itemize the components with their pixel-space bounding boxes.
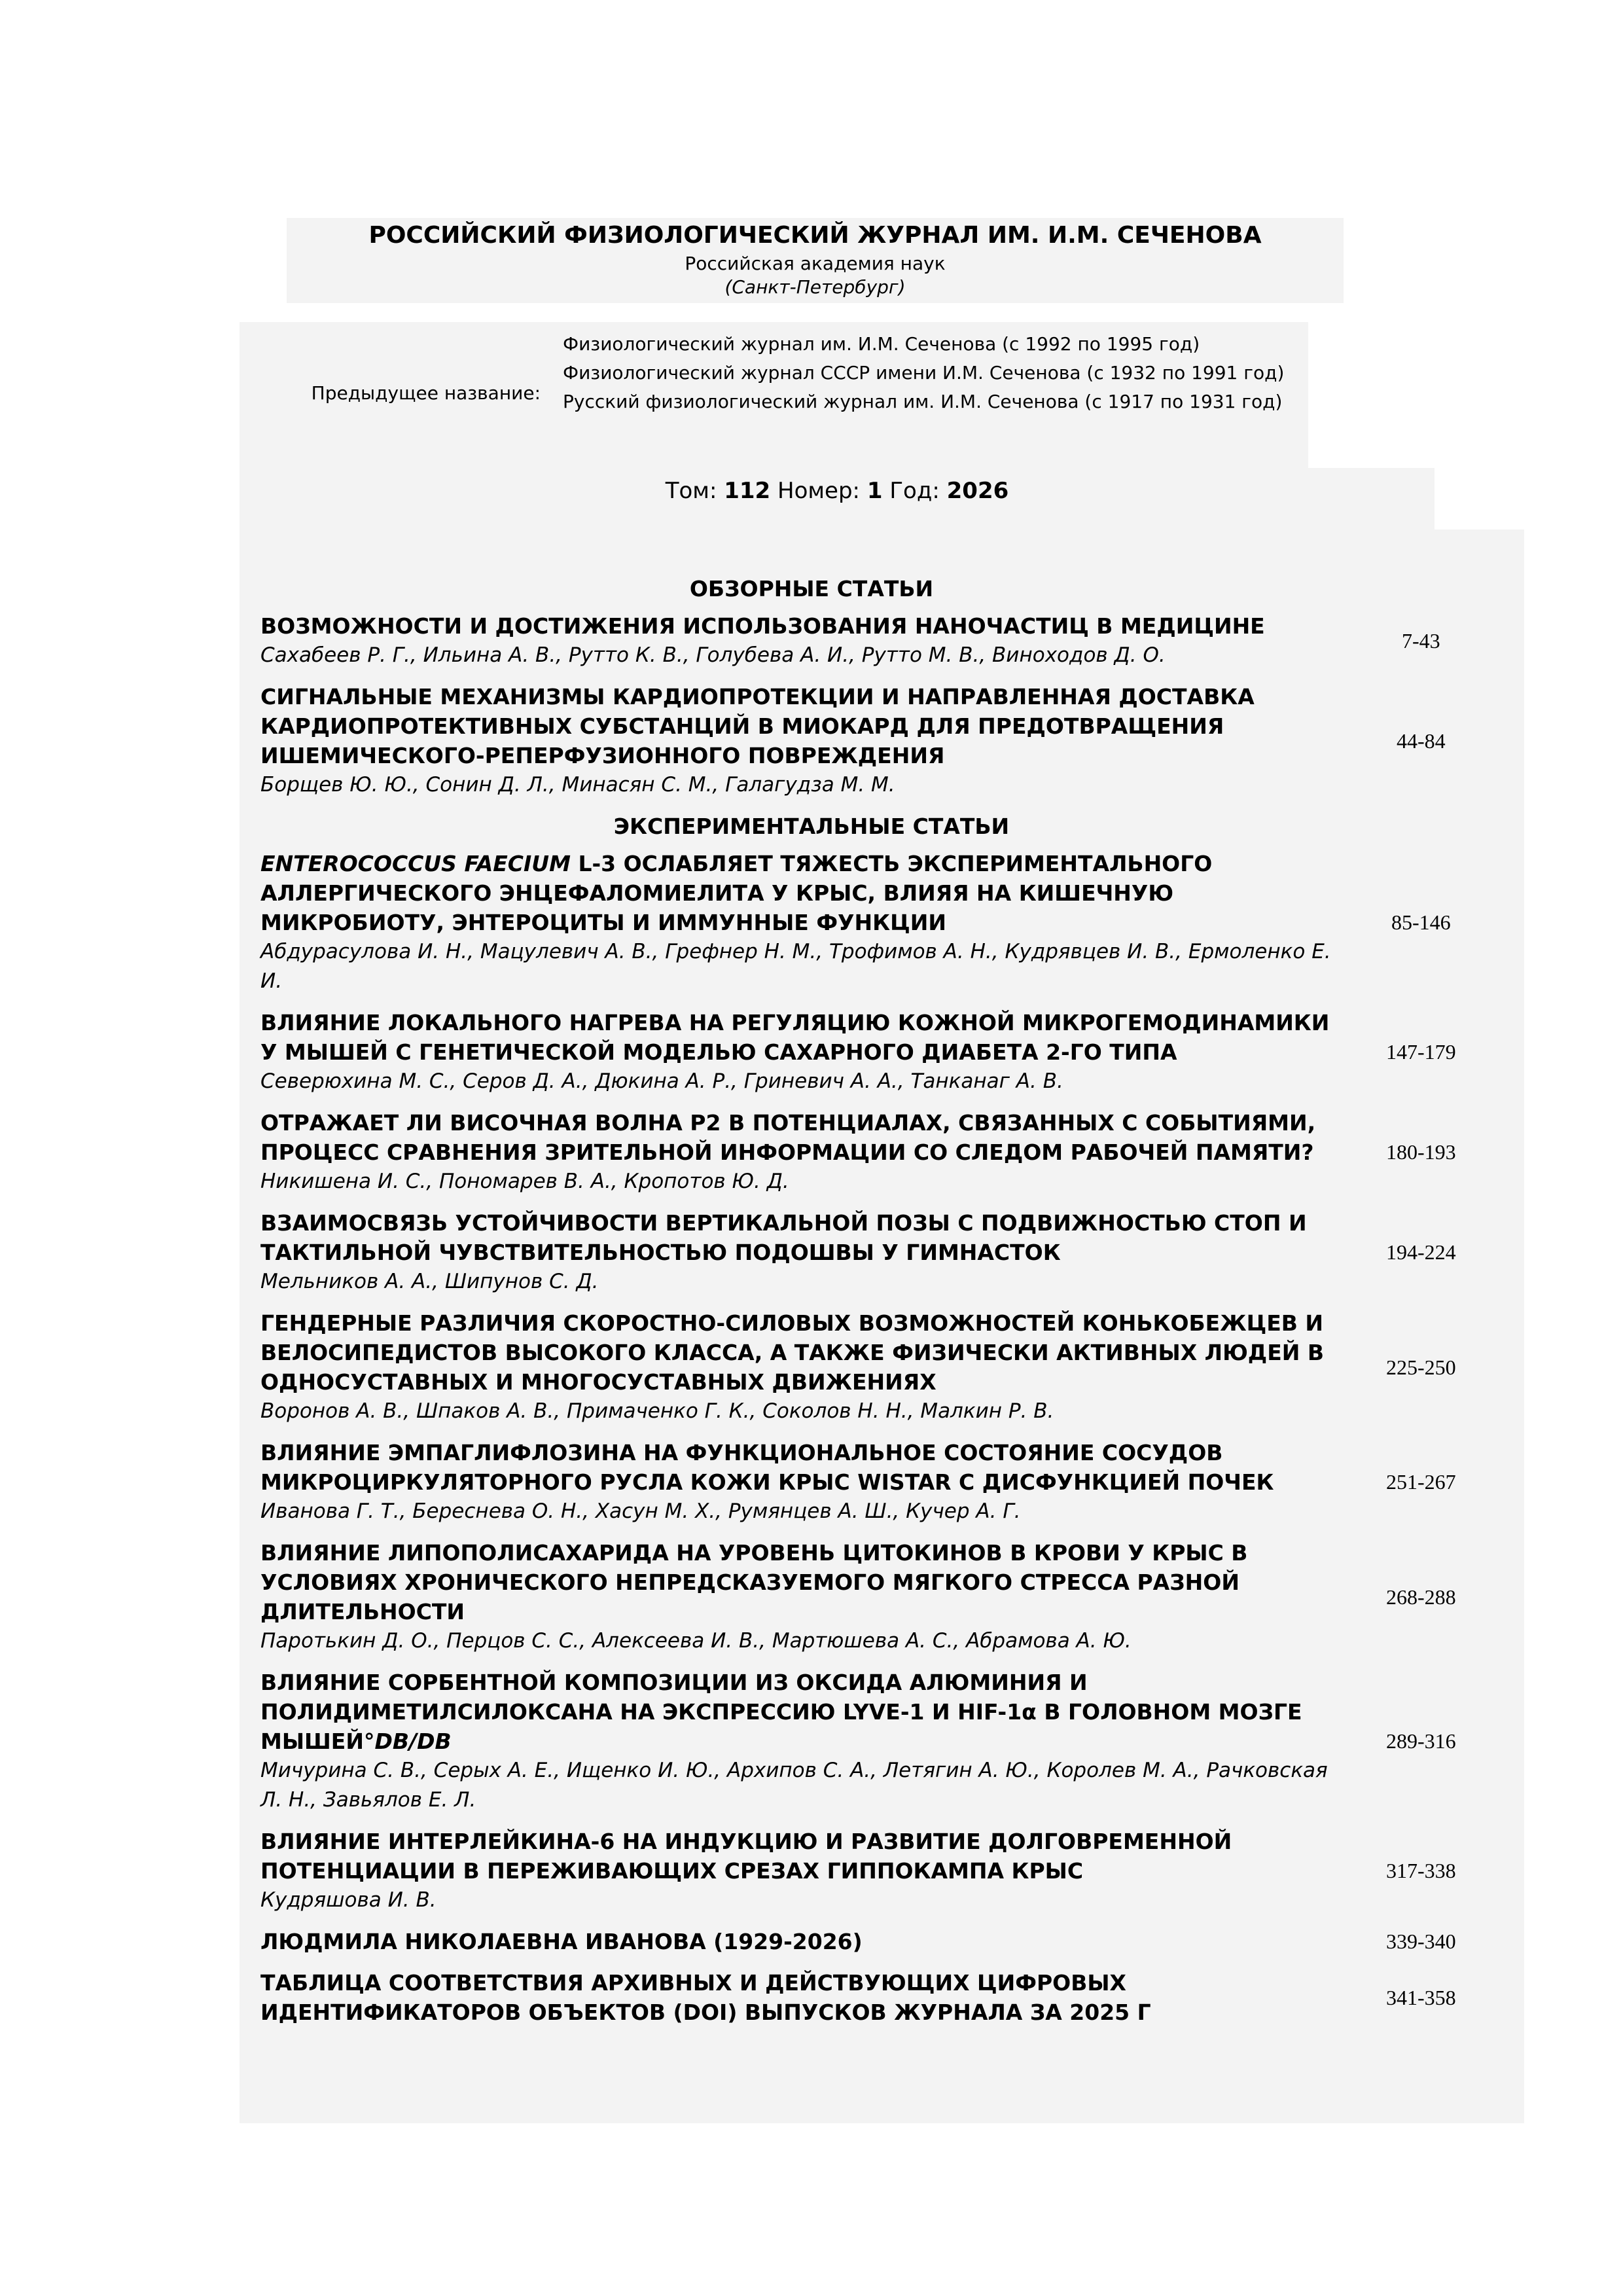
article-pages: 194-224 xyxy=(1386,1240,1456,1264)
article-title: ВЛИЯНИЕ ЛОКАЛЬНОГО НАГРЕВА НА РЕГУЛЯЦИЮ КОЖНОЙ МИКРОГЕМОДИНАМИКИ У МЫШЕЙ С ГЕНЕТИЧЕСКОЙ МОДЕЛЬЮ САХАРНОГО ДИАБЕТА 2-ГО ТИПА xyxy=(260,1010,1330,1065)
number-value: 1 xyxy=(866,478,883,504)
toc-entry xyxy=(260,1308,1504,1426)
article-pages: 7-43 xyxy=(1402,628,1440,653)
section-heading: ОБЗОРНЫЕ СТАТЬИ xyxy=(689,576,934,601)
article-title-link[interactable] xyxy=(260,1108,1338,1167)
toc-entry-text xyxy=(260,1968,1338,2027)
article-authors: Абдурасулова И. Н., Мацулевич А. В., Грефнер Н. М., Трофимов А. Н., Кудрявцев И. В., Ермоленко Е. И. xyxy=(260,940,1331,993)
article-title-link[interactable] xyxy=(260,682,1338,770)
article-authors: Мичурина С. В., Серых А. Е., Ищенко И. Ю., Архипов С. А., Летягин А. Ю., Королев М. А., Рачковская Л. Н., Завьялов Е. Л. xyxy=(260,1759,1328,1812)
article-pages: 339-340 xyxy=(1386,1929,1456,1953)
toc-entry-text xyxy=(260,611,1338,670)
article-pages: 85-146 xyxy=(1391,910,1451,934)
toc-list xyxy=(260,574,1504,2039)
article-pages: 341-358 xyxy=(1386,1985,1456,2009)
article-title: ВОЗМОЖНОСТИ И ДОСТИЖЕНИЯ ИСПОЛЬЗОВАНИЯ НАНОЧАСТИЦ В МЕДИЦИНЕ xyxy=(260,613,1265,639)
article-authors: Иванова Г. Т., Береснева О. Н., Хасун М. Х., Румянцев А. Ш., Кучер А. Г. xyxy=(260,1499,1021,1523)
article-title: ВЛИЯНИЕ ЭМПАГЛИФЛОЗИНА НА ФУНКЦИОНАЛЬНОЕ СОСТОЯНИЕ СОСУДОВ МИКРОЦИРКУЛЯТОРНОГО РУСЛА КОЖИ КРЫС WISTAR С ДИСФУНКЦИЕЙ ПОЧЕК xyxy=(260,1440,1274,1495)
toc-entry xyxy=(260,1668,1504,1815)
article-pages: 251-267 xyxy=(1386,1470,1456,1494)
previous-name: Русский физиологический журнал им. И.М. Сеченова (с 1917 по 1931 год) xyxy=(563,391,1283,412)
year-value: 2026 xyxy=(946,478,1009,504)
article-title-link[interactable] xyxy=(260,1308,1338,1397)
previous-names xyxy=(240,322,1308,468)
article-title: ГЕНДЕРНЫЕ РАЗЛИЧИЯ СКОРОСТНО-СИЛОВЫХ ВОЗМОЖНОСТЕЙ КОНЬКОБЕЖЦЕВ И ВЕЛОСИПЕДИСТОВ ВЫСОКОГО КЛАССА, А ТАКЖЕ ФИЗИЧЕСКИ АКТИВНЫХ ЛЮДЕЙ В ОДНОСУСТАВНЫХ И МНОГОСУСТАВНЫХ ДВИЖЕНИЯХ xyxy=(260,1310,1324,1395)
article-title: ВЛИЯНИЕ ИНТЕРЛЕЙКИНА-6 НА ИНДУКЦИЮ И РАЗВИТИЕ ДОЛГОВРЕМЕННОЙ ПОТЕНЦИАЦИИ В ПЕРЕЖИВАЮЩИХ СРЕЗАХ ГИППОКАМПА КРЫС xyxy=(260,1829,1232,1884)
previous-names-label: Предыдущее название: xyxy=(311,382,541,404)
article-title-link[interactable] xyxy=(260,1008,1338,1067)
toc-entry xyxy=(260,849,1504,996)
previous-name: Физиологический журнал СССР имени И.М. Сеченова (с 1932 по 1991 год) xyxy=(563,362,1285,384)
publisher: Российская академия наук xyxy=(685,253,946,274)
article-title-link[interactable] xyxy=(260,849,1338,937)
previous-names-list xyxy=(563,330,1302,416)
article-title: L-3 ОСЛАБЛЯЕТ ТЯЖЕСТЬ ЭКСПЕРИМЕНТАЛЬНОГО АЛЛЕРГИЧЕСКОГО ЭНЦЕФАЛОМИЕЛИТА У КРЫС, ВЛИЯЯ НА КИШЕЧНУЮ МИКРОБИОТУ, ЭНТЕРОЦИТЫ И ИММУННЫЕ ФУНКЦИИ xyxy=(260,851,1213,935)
toc-entry xyxy=(260,1827,1504,1915)
article-title-link[interactable] xyxy=(260,1968,1338,2027)
article-authors: Никишена И. С., Пономарев В. А., Кропотов Ю. Д. xyxy=(260,1170,789,1193)
article-pages: 147-179 xyxy=(1386,1040,1456,1064)
article-authors: Воронов А. В., Шпаков А. В., Примаченко Г. К., Соколов Н. Н., Малкин Р. В. xyxy=(260,1399,1054,1423)
article-authors: Кудряшова И. В. xyxy=(260,1888,437,1912)
article-authors: Северюхина М. С., Серов Д. А., Дюкина А. Р., Гриневич А. А., Танканаг А. В. xyxy=(260,1069,1063,1093)
volume-value: 112 xyxy=(724,478,771,504)
city: (Санкт-Петербург) xyxy=(724,276,906,298)
article-pages: 268-288 xyxy=(1386,1585,1456,1609)
article-title: СИГНАЛЬНЫЕ МЕХАНИЗМЫ КАРДИОПРОТЕКЦИИ И НАПРАВЛЕННАЯ ДОСТАВКА КАРДИОПРОТЕКТИВНЫХ СУБСТАНЦИЙ В МИОКАРД ДЛЯ ПРЕДОТВРАЩЕНИЯ ИШЕМИЧЕСКОГО-РЕПЕРФУЗИОННОГО ПОВРЕЖДЕНИЯ xyxy=(260,684,1255,768)
article-title-italic: DB/DB xyxy=(374,1729,452,1754)
article-pages: 44-84 xyxy=(1397,728,1446,753)
article-pages: 225-250 xyxy=(1386,1355,1456,1379)
article-title: ВЛИЯНИЕ СОРБЕНТНОЙ КОМПОЗИЦИИ ИЗ ОКСИДА АЛЮМИНИЯ И ПОЛИДИМЕТИЛСИЛОКСАНА НА ЭКСПРЕССИЮ LYVE-1 И HIF-1α В ГОЛОВНОМ МОЗГЕ МЫШЕЙ° xyxy=(260,1670,1302,1754)
toc-entry-text xyxy=(260,1927,1338,1956)
article-pages: 317-338 xyxy=(1386,1859,1456,1882)
article-title-link[interactable] xyxy=(260,1827,1338,1886)
toc-entry-text xyxy=(260,1827,1338,1915)
article-authors: Сахабеев Р. Г., Ильина А. В., Рутто К. В., Голубева А. И., Рутто М. В., Виноходов Д. О. xyxy=(260,643,1166,667)
article-title: ОТРАЖАЕТ ЛИ ВИСОЧНАЯ ВОЛНА P2 В ПОТЕНЦИАЛАХ, СВЯЗАННЫХ С СОБЫТИЯМИ, ПРОЦЕСС СРАВНЕНИЯ ЗРИТЕЛЬНОЙ ИНФОРМАЦИИ СО СЛЕДОМ РАБОЧЕЙ ПАМЯТИ? xyxy=(260,1110,1316,1165)
article-authors: Мельников А. А., Шипунов С. Д. xyxy=(260,1270,599,1293)
previous-name: Физиологический журнал им. И.М. Сеченова (с 1992 по 1995 год) xyxy=(563,333,1200,355)
toc-entry-text xyxy=(260,1668,1338,1815)
article-title-link[interactable] xyxy=(260,1208,1338,1267)
article-title-italic: ENTEROCOCCUS FAECIUM xyxy=(260,851,571,876)
article-title: ЛЮДМИЛА НИКОЛАЕВНА ИВАНОВА (1929-2026) xyxy=(260,1929,863,1954)
article-title-link[interactable] xyxy=(260,1668,1338,1756)
toc-entry xyxy=(260,682,1504,800)
toc-entry xyxy=(260,1968,1504,2027)
year-label: Год: xyxy=(889,478,940,504)
article-title: ВЛИЯНИЕ ЛИПОПОЛИСАХАРИДА НА УРОВЕНЬ ЦИТОКИНОВ В КРОВИ У КРЫС В УСЛОВИЯХ ХРОНИЧЕСКОГО НЕПРЕДСКАЗУЕМОГО МЯГКОГО СТРЕССА РАЗНОЙ ДЛИТЕЛЬНОСТИ xyxy=(260,1540,1248,1624)
article-pages: 180-193 xyxy=(1386,1140,1456,1164)
toc-entry xyxy=(260,1108,1504,1196)
number-label: Номер: xyxy=(777,478,861,504)
toc-entry xyxy=(260,1538,1504,1656)
journal-title: РОССИЙСКИЙ ФИЗИОЛОГИЧЕСКИЙ ЖУРНАЛ ИМ. И.М. СЕЧЕНОВА xyxy=(368,222,1262,249)
article-title-link[interactable] xyxy=(260,1438,1338,1497)
toc-entry-text xyxy=(260,1438,1338,1526)
article-authors: Паротькин Д. О., Перцов С. С., Алексеева И. В., Мартюшева А. С., Абрамова А. Ю. xyxy=(260,1629,1132,1653)
article-title: ВЗАИМОСВЯЗЬ УСТОЙЧИВОСТИ ВЕРТИКАЛЬНОЙ ПОЗЫ С ПОДВИЖНОСТЬЮ СТОП И ТАКТИЛЬНОЙ ЧУВСТВИТЕЛЬНОСТЬЮ ПОДОШВЫ У ГИМНАСТОК xyxy=(260,1210,1307,1265)
toc-entry xyxy=(260,1438,1504,1526)
issue-info xyxy=(240,468,1435,529)
article-title-link[interactable] xyxy=(260,1927,1338,1956)
toc-entry-text xyxy=(260,849,1338,996)
toc-entry-text xyxy=(260,1308,1338,1426)
article-title-link[interactable] xyxy=(260,611,1338,641)
article-authors: Борщев Ю. Ю., Сонин Д. Л., Минасян С. М., Галагудза М. М. xyxy=(260,773,895,797)
article-pages: 289-316 xyxy=(1386,1729,1456,1753)
volume-label: Том: xyxy=(665,478,717,504)
toc-entry-text xyxy=(260,1008,1338,1096)
journal-header xyxy=(287,218,1344,303)
toc-entry xyxy=(260,1927,1504,1956)
table-of-contents xyxy=(240,529,1524,2123)
toc-entry xyxy=(260,1008,1504,1096)
toc-entry xyxy=(260,1208,1504,1297)
toc-entry-text xyxy=(260,1108,1338,1196)
article-title-link[interactable] xyxy=(260,1538,1338,1626)
section-heading: ЭКСПЕРИМЕНТАЛЬНЫЕ СТАТЬИ xyxy=(613,814,1010,839)
toc-entry-text xyxy=(260,682,1338,800)
article-title: ТАБЛИЦА СООТВЕТСТВИЯ АРХИВНЫХ И ДЕЙСТВУЮЩИХ ЦИФРОВЫХ ИДЕНТИФИКАТОРОВ ОБЪЕКТОВ (DOI) ВЫПУСКОВ ЖУРНАЛА ЗА 2025 Г xyxy=(260,1970,1151,2025)
toc-entry-text xyxy=(260,1538,1338,1656)
toc-entry xyxy=(260,611,1504,670)
toc-entry-text xyxy=(260,1208,1338,1297)
